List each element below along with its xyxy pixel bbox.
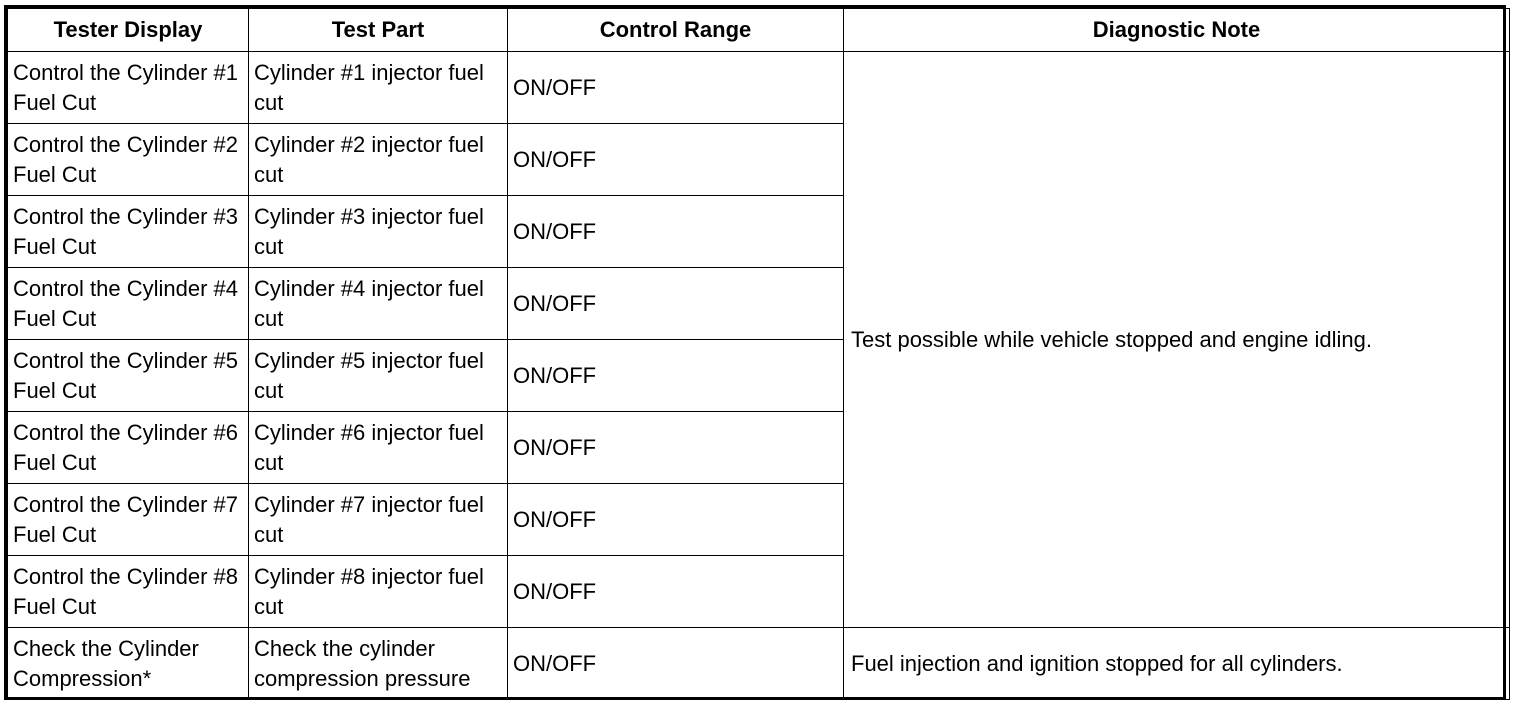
header-control-range: Control Range (508, 9, 844, 52)
cell-test-part: Cylinder #7 injector fuel cut (249, 484, 508, 556)
cell-test-part: Cylinder #8 injector fuel cut (249, 556, 508, 628)
cell-tester-display: Control the Cylinder #7 Fuel Cut (8, 484, 249, 556)
header-diagnostic-note: Diagnostic Note (844, 9, 1510, 52)
active-test-table-frame (4, 5, 1506, 700)
cell-tester-display: Control the Cylinder #2 Fuel Cut (8, 124, 249, 196)
cell-test-part: Cylinder #2 injector fuel cut (249, 124, 508, 196)
cell-test-part: Cylinder #1 injector fuel cut (249, 52, 508, 124)
cell-control-range: ON/OFF (508, 52, 844, 124)
cell-test-part: Cylinder #3 injector fuel cut (249, 196, 508, 268)
cell-control-range: ON/OFF (508, 556, 844, 628)
cell-control-range: ON/OFF (508, 628, 844, 700)
cell-diagnostic-note-fuel-cut: Test possible while vehicle stopped and engine idling. (844, 52, 1510, 628)
active-test-table (7, 8, 1510, 700)
cell-control-range: ON/OFF (508, 268, 844, 340)
cell-control-range: ON/OFF (508, 196, 844, 268)
cell-test-part: Cylinder #6 injector fuel cut (249, 412, 508, 484)
table-row (8, 628, 1510, 700)
cell-test-part: Cylinder #4 injector fuel cut (249, 268, 508, 340)
cell-control-range: ON/OFF (508, 340, 844, 412)
cell-tester-display: Control the Cylinder #6 Fuel Cut (8, 412, 249, 484)
cell-control-range: ON/OFF (508, 124, 844, 196)
cell-tester-display: Control the Cylinder #3 Fuel Cut (8, 196, 249, 268)
table-header-row (8, 9, 1510, 52)
table-row (8, 52, 1510, 124)
cell-tester-display: Control the Cylinder #4 Fuel Cut (8, 268, 249, 340)
header-tester-display: Tester Display (8, 9, 249, 52)
cell-tester-display: Check the Cylinder Compression* (8, 628, 249, 700)
cell-tester-display: Control the Cylinder #8 Fuel Cut (8, 556, 249, 628)
cell-control-range: ON/OFF (508, 484, 844, 556)
cell-test-part: Cylinder #5 injector fuel cut (249, 340, 508, 412)
header-test-part: Test Part (249, 9, 508, 52)
cell-test-part: Check the cylinder compression pressure (249, 628, 508, 700)
cell-control-range: ON/OFF (508, 412, 844, 484)
cell-tester-display: Control the Cylinder #5 Fuel Cut (8, 340, 249, 412)
cell-tester-display: Control the Cylinder #1 Fuel Cut (8, 52, 249, 124)
cell-diagnostic-note-compression: Fuel injection and ignition stopped for all cylinders. (844, 628, 1510, 700)
